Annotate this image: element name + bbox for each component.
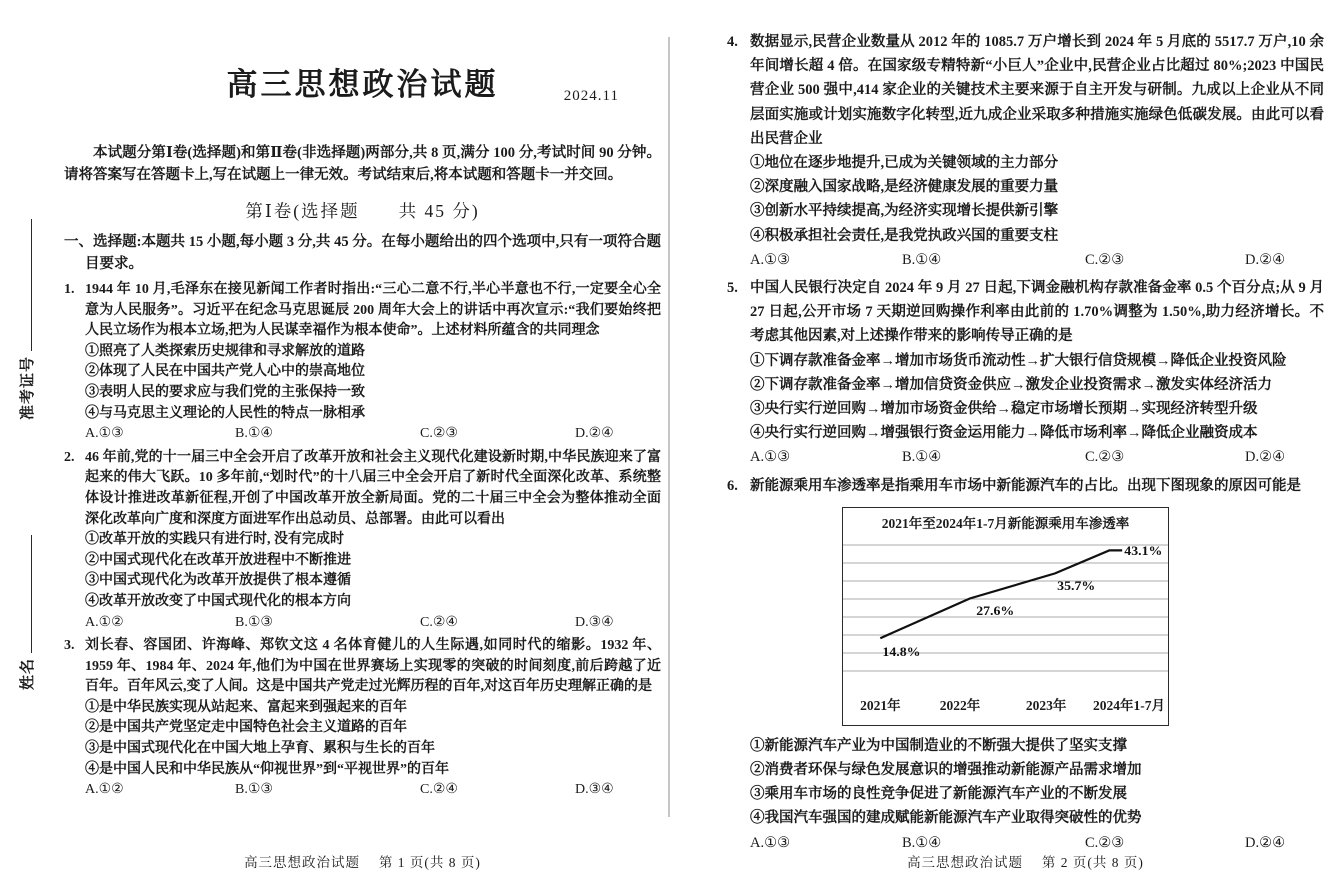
section-instructions: 一、选择题:本题共 15 小题,每小题 3 分,共 45 分。在每小题给出的四个选项中,只有一项符合题目要求。 <box>64 234 661 272</box>
question-number: 4. <box>727 34 738 50</box>
page1-column <box>64 0 661 804</box>
exam-title: 高三思想政治试题 <box>226 67 499 102</box>
chart-title: 2021年至2024年1-7月新能源乘用车渗透率 <box>881 515 1130 531</box>
question-item: ④与马克思主义理论的人民性的特点一脉相承 <box>85 405 365 421</box>
option-a: A.①③ <box>85 426 124 442</box>
option-c: C.②④ <box>420 782 458 798</box>
x-label: 2021年 <box>860 697 901 713</box>
seal-ticket-label: 准考证号 <box>20 355 36 420</box>
seal-name-row <box>16 535 37 690</box>
chart-point-label: 14.8% <box>882 644 921 659</box>
question-item: ②中国式现代化在改革开放进程中不断推进 <box>85 552 351 568</box>
option-d: D.③④ <box>575 614 614 630</box>
options-row <box>85 780 661 801</box>
question-item: ①地位在逐步地提升,已成为关键领域的主力部分 <box>750 155 1059 172</box>
question-item: ④积极承担社会责任,是我党执政兴国的重要支柱 <box>750 227 1059 244</box>
question-number: 3. <box>64 638 75 654</box>
question-item: ②体现了人民在中国共产党人心中的崇高地位 <box>85 364 365 380</box>
question-item: ④是中国人民和中华民族从“仰视世界”到“平视世界”的百年 <box>85 761 449 777</box>
question-5 <box>727 276 1324 470</box>
option-b: B.①④ <box>902 449 942 466</box>
page1-footer: 高三思想政治试题 第 1 页(共 8 页) <box>244 855 481 870</box>
question-3 <box>64 636 661 801</box>
chart-point-label: 43.1% <box>1124 543 1163 558</box>
question-item: ③中国式现代化为改革开放提供了根本遵循 <box>85 573 351 589</box>
seal-ticket-row <box>16 219 37 420</box>
question-stem: 刘长春、容国团、许海峰、郑钦文这 4 名体育健儿的人生际遇,如同时代的缩影。1932 年、1959 年、1984 年、2024 年,他们为中国在世界赛场上实现零的突破的时间刻度,前后跨越了近百年。百年风云,变了人间。这是中国共产党走过光辉历程的百年,对这百年历史理解正确的是 <box>85 638 661 695</box>
penetration-rate-chart <box>842 507 1169 726</box>
chart-point-label: 27.6% <box>976 603 1015 618</box>
option-b: B.①④ <box>902 251 942 268</box>
chart-plot <box>843 535 1168 695</box>
option-d: D.②④ <box>1245 251 1286 268</box>
option-b: B.①③ <box>235 614 273 630</box>
option-d: D.②④ <box>1245 834 1286 851</box>
option-c: C.②③ <box>420 426 458 442</box>
question-2 <box>64 448 661 633</box>
chart-x-labels <box>843 695 1168 725</box>
options-row <box>750 445 1324 469</box>
x-label: 2023年 <box>1025 697 1067 713</box>
seal-name-label: 姓名 <box>20 657 36 690</box>
options-row <box>85 613 661 634</box>
section-heading: 第Ⅰ卷(选择题 共 45 分) <box>245 201 480 221</box>
question-number: 1. <box>64 282 75 297</box>
page2-footer: 高三思想政治试题 第 2 页(共 8 页) <box>907 855 1144 870</box>
question-stem: 46 年前,党的十一届三中全会开启了改革开放和社会主义现代化建设新时期,中华民族迎来了富起来的伟大飞跃。10 多年前,“划时代”的十八届三中全会开启了新时代全面深化改革、系统整体设计推进改革新征程,开创了中国改革开放全新局面。党的二十届三中全会为整体推动全面深化改革向广度和深度方面进军作出总动员、总部署。由此可以看出 <box>85 449 661 527</box>
question-6 <box>727 474 1324 855</box>
chart-line <box>880 550 1122 638</box>
question-item: ①照亮了人类探索历史规律和寻求解放的道路 <box>85 343 365 359</box>
x-label: 2022年 <box>939 697 981 713</box>
question-number: 5. <box>727 280 738 297</box>
question-item: ②深度融入国家战略,是经济健康发展的重要力量 <box>750 179 1059 196</box>
question-stem: 1944 年 10 月,毛泽东在接见新闻工作者时指出:“三心二意不行,半心半意也不行,一定要全心全意为人民服务”。习近平在纪念马克思诞辰 200 周年大会上的讲话中再次宣示:“我们要始终把人民立场作为根本立场,把为人民谋幸福作为根本使命”。上述材料所蕴含的共同理念 <box>85 282 661 339</box>
option-a: A.①② <box>85 614 124 630</box>
question-stem: 新能源乘用车渗透率是指乘用车市场中新能源汽车的占比。出现下图现象的原因可能是 <box>750 477 1301 494</box>
option-c: C.②④ <box>420 614 458 630</box>
page1-header <box>64 0 661 114</box>
option-d: D.③④ <box>575 782 614 798</box>
options-row <box>750 248 1324 272</box>
question-item: ④央行实行逆回购→增强银行资金运用能力→降低市场利率→降低企业融资成本 <box>750 425 1258 442</box>
option-b: B.①④ <box>902 834 942 851</box>
question-item: ②下调存款准备金率→增加信贷资金供应→激发企业投资需求→激发实体经济活力 <box>750 376 1272 393</box>
question-item: ①是中华民族实现从站起来、富起来到强起来的百年 <box>85 699 407 715</box>
question-item: ③表明人民的要求应与我们党的主张保持一致 <box>85 384 365 400</box>
question-number: 6. <box>727 477 738 494</box>
question-item: ③央行实行逆回购→增加市场资金供给→稳定市场增长预期→实现经济转型升级 <box>750 401 1258 418</box>
page-divider <box>668 37 670 817</box>
x-label: 2024年1-7月 <box>1093 697 1165 713</box>
option-c: C.②③ <box>1085 834 1125 851</box>
option-a: A.①③ <box>750 449 791 466</box>
option-a: A.①③ <box>750 834 791 851</box>
option-b: B.①④ <box>235 426 273 442</box>
intro-paragraph: 本试题分第Ⅰ卷(选择题)和第Ⅱ卷(非选择题)两部分,共 8 页,满分 100 分,考试时间 90 分钟。请将答案写在答题卡上,写在试题上一律无效。考试结束后,将本试题和答题卡一并交回。 <box>64 145 661 183</box>
question-stem: 数据显示,民营企业数量从 2012 年的 1085.7 万户增长到 2024 年 5 月底的 5517.7 万户,10 余年间增长超 4 倍。在国家级专精特新“小巨人”企业中,民营企业占比超过 80%;2023 中国民营企业 500 强中,414 家企业的关键技术主要来源于自主开发与研制。九成以上企业从不同层面实施或计划实施数字化转型,近九成企业采取多种措施实施绿色低碳发展。由此可以看出民营企业 <box>750 34 1324 147</box>
option-d: D.②④ <box>575 426 614 442</box>
option-b: B.①③ <box>235 782 273 798</box>
option-c: C.②③ <box>1085 251 1125 268</box>
question-item: ④我国汽车强国的建成赋能新能源汽车产业取得突破性的优势 <box>750 810 1142 827</box>
question-1 <box>64 280 661 445</box>
options-row <box>85 424 661 445</box>
seal-name-blank-line <box>17 535 32 653</box>
option-a: A.①② <box>85 782 124 798</box>
question-4 <box>727 30 1324 272</box>
question-item: ①新能源汽车产业为中国制造业的不断强大提供了坚实支撑 <box>750 737 1127 754</box>
question-item: ①改革开放的实践只有进行时, 没有完成时 <box>85 532 344 548</box>
question-item: ①下调存款准备金率→增加市场货币流动性→扩大银行信贷规模→降低企业投资风险 <box>750 352 1287 369</box>
page2-column <box>727 0 1324 859</box>
question-stem: 中国人民银行决定自 2024 年 9 月 27 日起,下调金融机构存款准备金率 0.5 个百分点;从 9 月 27 日起,公开市场 7 天期逆回购操作利率由此前的 1.70%调整为 1.50%,助力经济增长。不考虑其他因素,对上述操作带来的影响传导正确的是 <box>750 280 1324 345</box>
question-item: ②是中国共产党坚定走中国特色社会主义道路的百年 <box>85 720 407 736</box>
question-item: ④改革开放改变了中国式现代化的根本方向 <box>85 593 351 609</box>
question-item: ③创新水平持续提高,为经济实现增长提供新引擎 <box>750 203 1059 220</box>
option-a: A.①③ <box>750 251 791 268</box>
question-item: ③乘用车市场的良性竞争促进了新能源汽车产业的不断发展 <box>750 786 1127 803</box>
question-item: ③是中国式现代化在中国大地上孕育、累积与生长的百年 <box>85 741 435 757</box>
question-number: 2. <box>64 449 75 465</box>
option-c: C.②③ <box>1085 449 1125 466</box>
chart-point-label: 35.7% <box>1057 578 1096 593</box>
question-item: ②消费者环保与绿色发展意识的增强推动新能源产品需求增加 <box>750 762 1142 779</box>
exam-date: 2024.11 <box>563 88 619 104</box>
option-d: D.②④ <box>1245 449 1286 466</box>
seal-ticket-blank-line <box>17 219 32 351</box>
